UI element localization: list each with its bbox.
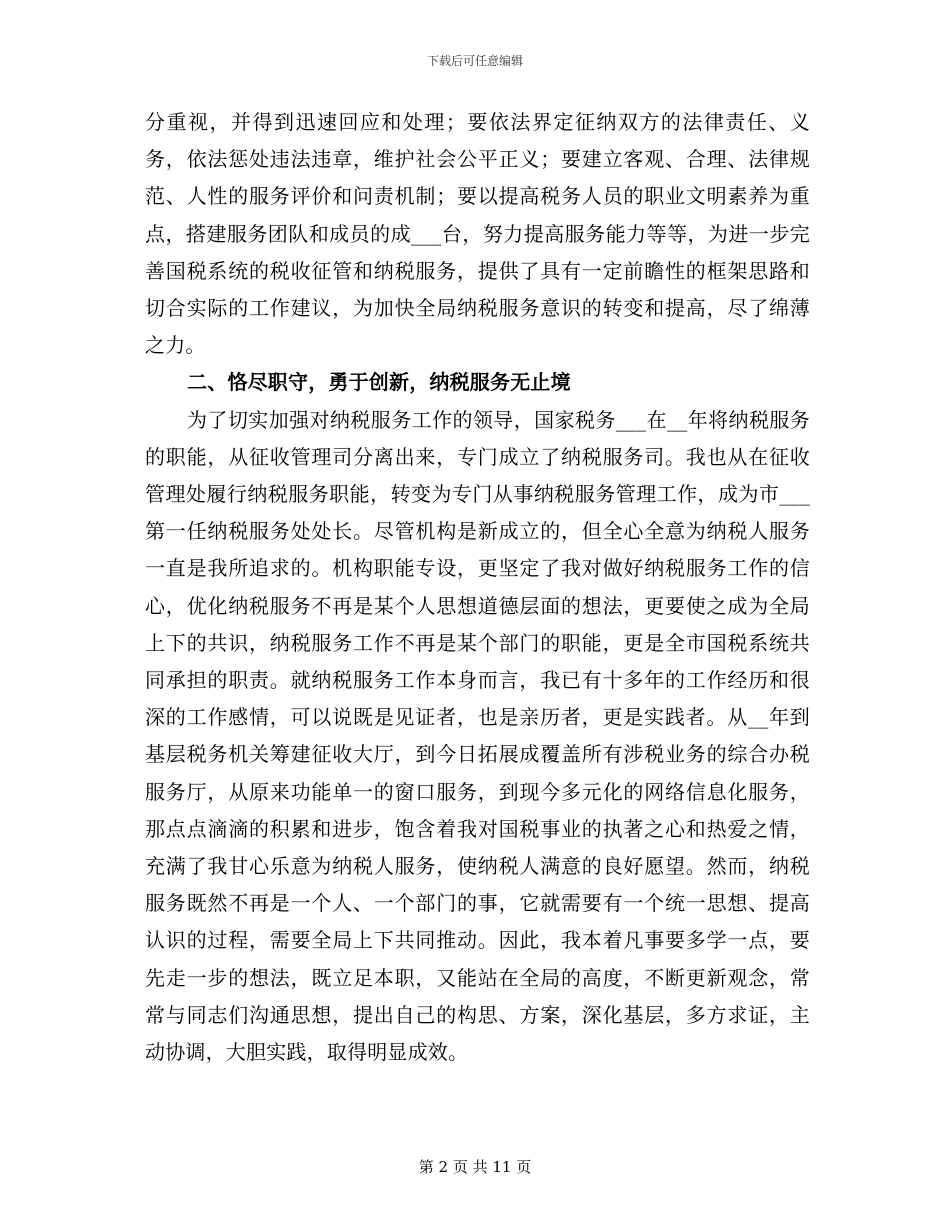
- section-heading: 二、恪尽职守，勇于创新，纳税服务无止境: [187, 370, 571, 395]
- page-header: 下载后可任意编辑: [426, 54, 523, 68]
- document-body: [145, 104, 810, 1071]
- paragraph-main: 为了切实加强对纳税服务工作的领导，国家税务___在__年将纳税服务的职能，从征收管理司分离出来，专门成立了纳税服务司。我也从在征收管理处履行纳税服务职能，转变为专门从事纳税服务管理工作，成为市___第一任纳税服务处处长。尽管机构是新成立的，但全心全意为纳税人服务一直是我所追求的。机构职能专设，更坚定了我对做好纳税服务工作的信心，优化纳税服务不再是某个人思想道德层面的想法，更要使之成为全局上下的共识，纳税服务工作不再是某个部门的职能，更是全市国税系统共同承担的职责。就纳税服务工作本身而言，我已有十多年的工作经历和很深的工作感情，可以说既是见证者，也是亲历者，更是实践者。从__年到基层税务机关筹建征收大厅，到今日拓展成覆盖所有涉税业务的综合办税服务厅，从原来功能单一的窗口服务，到现今多元化的网络信息化服务，那点点滴滴的积累和进步，饱含着我对国税事业的执著之心和热爱之情，充满了我甘心乐意为纳税人服务，使纳税人满意的良好愿望。然而，纳税服务既然不再是一个人、一个部门的事，它就需要有一个统一思想、提高认识的过程，需要全局上下共同推动。因此，我本着凡事要多学一点，要先走一步的想法，既立足本职，又能站在全局的高度，不断更新观念，常常与同志们沟通思想，提出自己的构思、方案，深化基层，多方求证，主动协调，大胆实践，取得明显成效。: [145, 407, 810, 1065]
- page-number: 第 2 页 共 11 页: [418, 1158, 532, 1176]
- paragraph-continuation: 分重视，并得到迅速回应和处理；要依法界定征纳双方的法律责任、义务，依法惩处违法违章，维护社会公平正义；要建立客观、合理、法律规范、人性的服务评价和问责机制；要以提高税务人员的职业文明素养为重点，搭建服务团队和成员的成___台，努力提高服务能力等等，为进一步完善国税系统的税收征管和纳税服务，提供了具有一定前瞻性的框架思路和切合实际的工作建议，为加快全局纳税服务意识的转变和提高，尽了绵薄之力。: [145, 110, 810, 358]
